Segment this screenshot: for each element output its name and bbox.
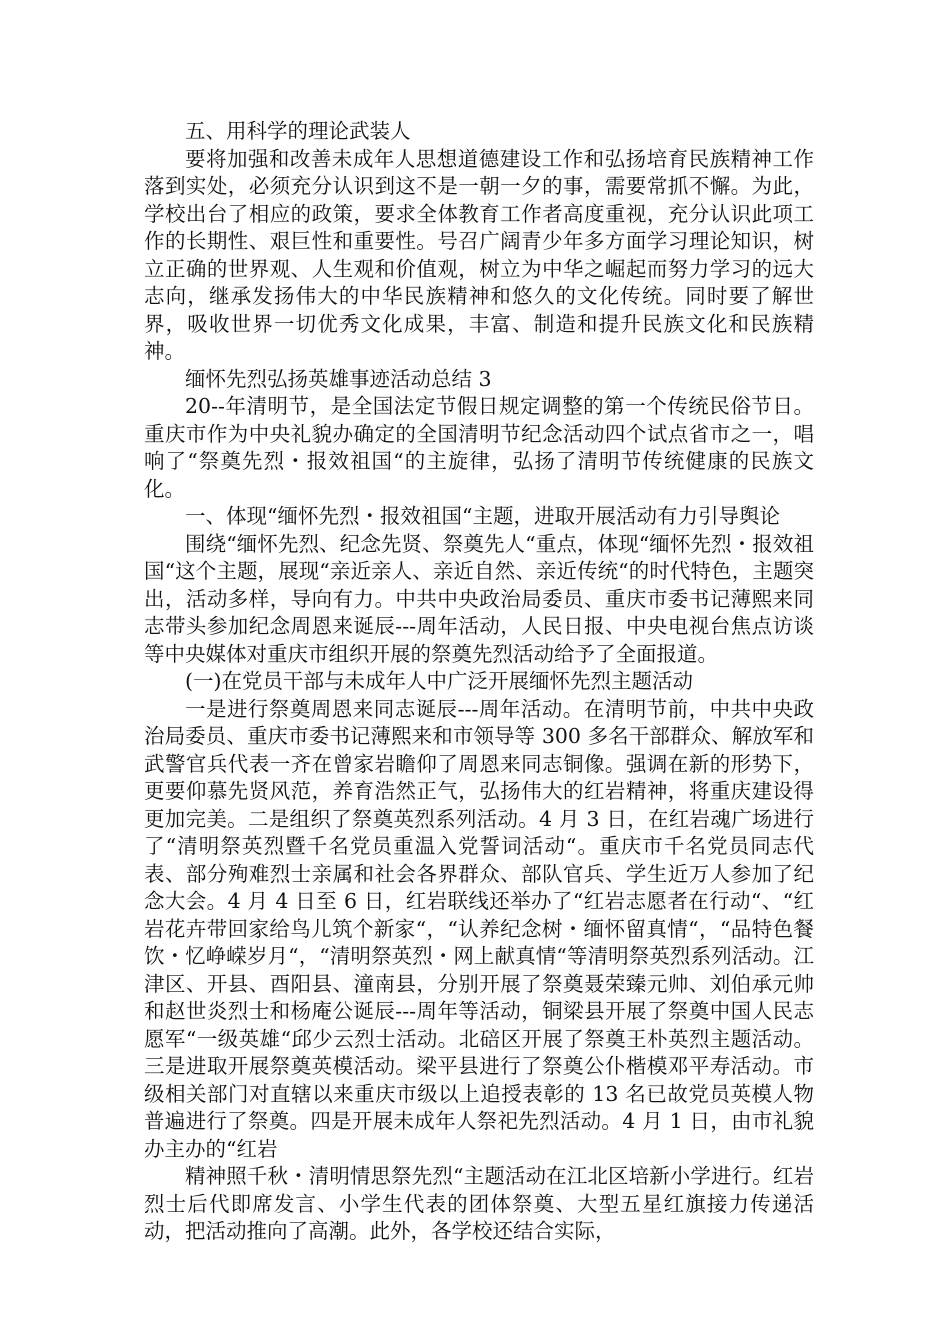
body-paragraph: 围绕“缅怀先烈、纪念先贤、祭奠先人“重点，体现“缅怀先烈・报效祖国“这个主题，展现“亲近亲人、亲近自然、亲近传统“的时代特色，主题突出，活动多样，导向有力。中共中央政治局委员、重庆市委书记薄熙来同志带头参加纪念周恩来诞辰---周年活动，人民日报、中央电视台焦点访谈等中央媒体对重庆市组织开展的祭奠先烈活动给予了全面报道。 bbox=[144, 531, 814, 666]
section-heading-5: 五、用科学的理论武装人 bbox=[185, 119, 411, 143]
subsection-heading: (一)在党员干部与未成年人中广泛开展缅怀先烈主题活动 bbox=[185, 669, 693, 693]
document-title: 缅怀先烈弘扬英雄事迹活动总结 3 bbox=[185, 366, 492, 391]
document-page bbox=[144, 118, 814, 1246]
body-paragraph: 20--年清明节，是全国法定节假日规定调整的第一个传统民俗节日。重庆市作为中央礼貌办确定的全国清明节纪念活动四个试点省市之一，唱响了“祭奠先烈・报效祖国“的主旋律，弘扬了清明节传统健康的民族文化。 bbox=[144, 394, 814, 501]
body-paragraph: 一是进行祭奠周恩来同志诞辰---周年活动。在清明节前，中共中央政治局委员、重庆市委书记薄熙来和市领导等 300 多名干部群众、解放军和武警官兵代表一齐在曾家岩瞻仰了周恩来同志铜像。强调在新的形势下，更要仰慕先贤风范，养育浩然正气，弘扬伟大的红岩精神，将重庆建设得更加完美。二是组织了祭奠英烈系列活动。4 月 3 日，在红岩魂广场进行了“清明祭英烈暨千名党员重温入党誓词活动“。重庆市千名党员同志代表、部分殉难烈士亲属和社会各界群众、部队官兵、学生近万人参加了纪念大会。4 月 4 日至 6 日，红岩联线还举办了“红岩志愿者在行动“、“红岩花卉带回家给鸟儿筑个新家“，“认养纪念树・缅怀留真情“，“品特色餐饮・忆峥嵘岁月“，“清明祭英烈・网上献真情“等清明祭英烈系列活动。江津区、开县、酉阳县、潼南县，分别开展了祭奠聂荣臻元帅、刘伯承元帅和赵世炎烈士和杨庵公诞辰---周年等活动，铜梁县开展了祭奠中国人民志愿军“一级英雄“邱少云烈士活动。北碚区开展了祭奠王朴英烈主题活动。三是进取开展祭奠英模活动。梁平县进行了祭奠公仆楷模邓平寿活动。市级相关部门对直辖以来重庆市级以上追授表彰的 13 名已故党员英模人物普遍进行了祭奠。四是开展未成年人祭祀先烈活动。4 月 1 日，由市礼貌办主办的“红岩 bbox=[144, 696, 814, 1161]
body-paragraph: 要将加强和改善未成年人思想道德建设工作和弘扬培育民族精神工作落到实处，必须充分认识到这不是一朝一夕的事，需要常抓不懈。为此，学校出台了相应的政策，要求全体教育工作者高度重视，充分认识此项工作的长期性、艰巨性和重要性。号召广阔青少年多方面学习理论知识，树立正确的世界观、人生观和价值观，树立为中华之崛起而努力学习的远大志向，继承发扬伟大的中华民族精神和悠久的文化传统。同时要了解世界，吸收世界一切优秀文化成果，丰富、制造和提升民族文化和民族精神。 bbox=[144, 146, 814, 363]
section-heading-1: 一、体现“缅怀先烈・报效祖国“主题，进取开展活动有力引导舆论 bbox=[185, 504, 780, 528]
body-paragraph: 精神照千秋・清明情思祭先烈“主题活动在江北区培新小学进行。红岩烈士后代即席发言、小学生代表的团体祭奠、大型五星红旗接力传递活动，把活动推向了高潮。此外，各学校还结合实际， bbox=[144, 1164, 814, 1243]
